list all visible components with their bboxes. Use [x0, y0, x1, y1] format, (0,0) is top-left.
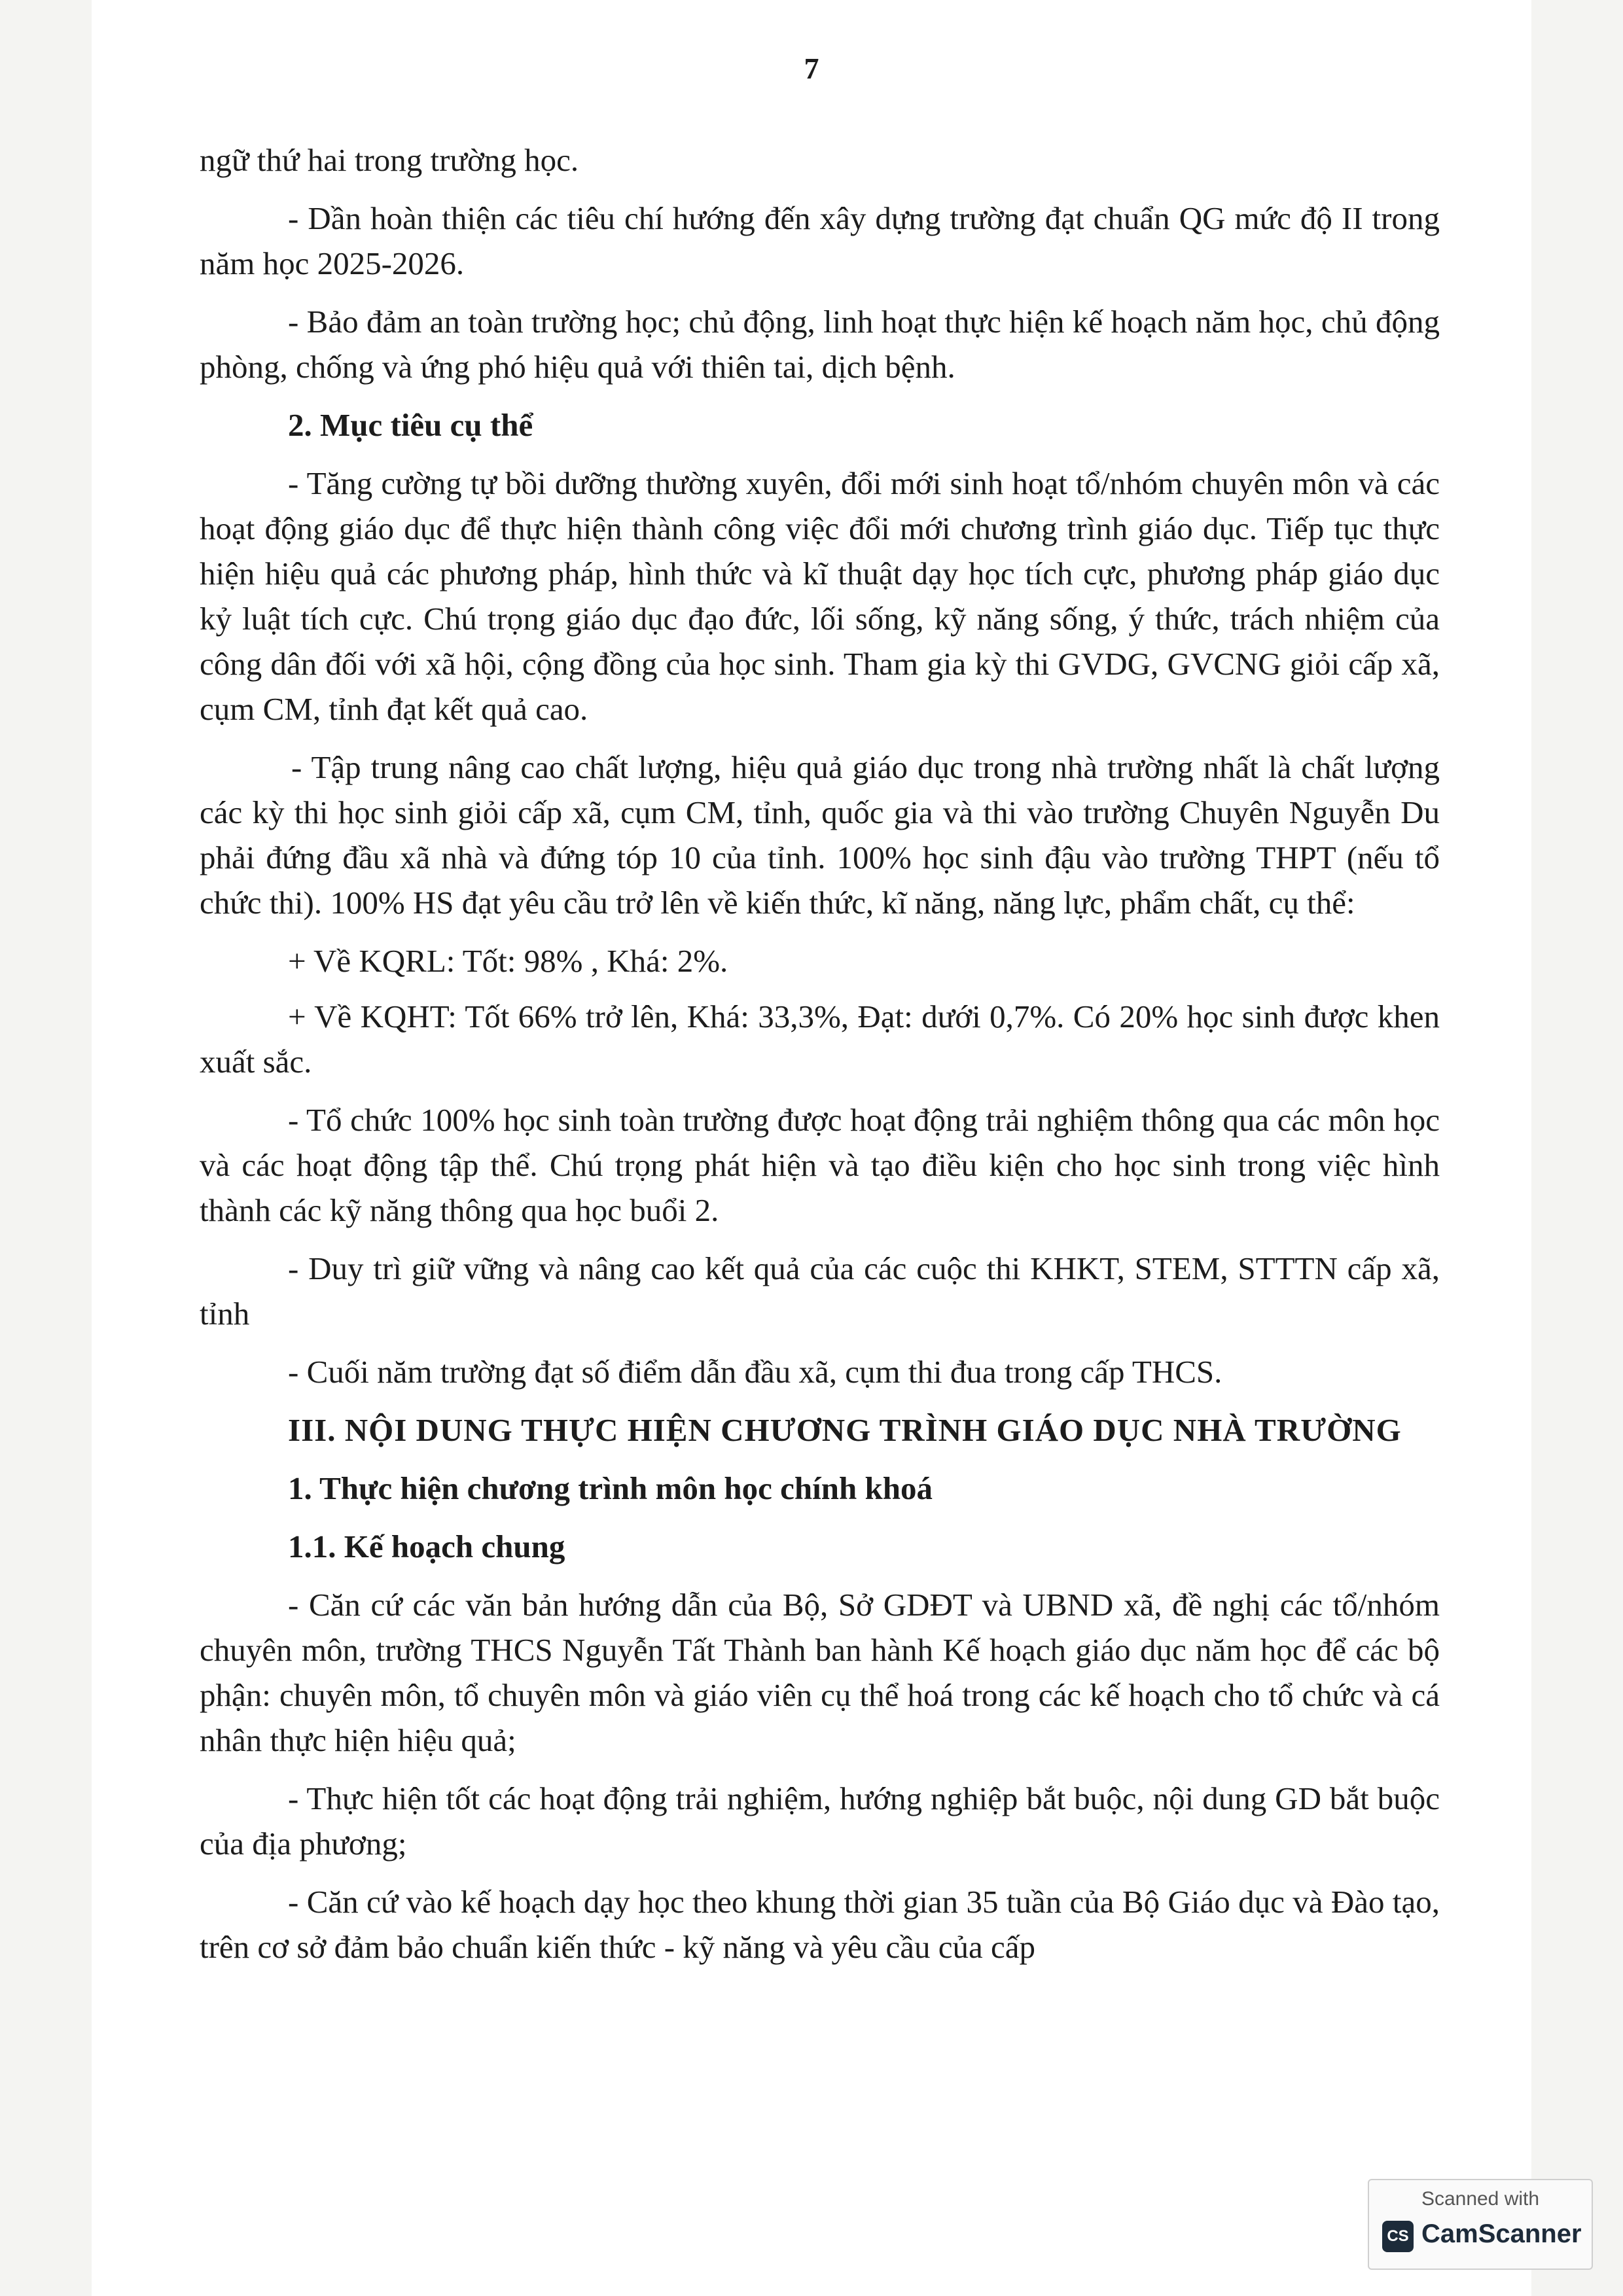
paragraph-education-quality: - Tập trung nâng cao chất lượng, hiệu quả giáo dục trong nhà trường nhất là chất lượng các kỳ thi học sinh giỏi cấp xã, cụm CM, tỉnh, quốc gia và thi vào trường Chuyên Nguyễn Du phải đứng đầu xã nhà và đứng tóp 10 của tỉnh. 100% học sinh đậu vào trường THPT (nếu tổ chức thi). 100% HS đạt yêu cầu trở lên về kiến thức, kĩ năng, năng lực, phẩm chất, cụ thể: — [200, 749, 1440, 921]
badge-caption: Scanned with — [1421, 2188, 1540, 2210]
paragraph-guidance-documents: - Căn cứ các văn bản hướng dẫn của Bộ, Sở GDĐT và UBND xã, đề nghị các tổ/nhóm chuyên môn, trường THCS Nguyễn Tất Thành ban hành Kế hoạch giáo dục năm học để các bộ phận: chuyên môn, tổ chuyên môn và giáo viên cụ thể hoá trong các kế hoạch cho tổ chức và cá nhân thực hiện hiệu quả; — [200, 1587, 1440, 1758]
paragraph-competitions: - Duy trì giữ vững và nâng cao kết quả của các cuộc thi KHKT, STEM, STTTN cấp xã, tỉnh — [200, 1250, 1440, 1332]
section-heading-general-plan: 1.1. Kế hoạch chung — [288, 1528, 565, 1564]
paragraph-continuation: ngữ thứ hai trong trường học. — [200, 142, 579, 178]
paragraph-school-safety: - Bảo đảm an toàn trường học; chủ động, linh hoạt thực hiện kế hoạch năm học, chủ động phòng, chống và ứng phó hiệu quả với thiên tai, dịch bệnh. — [200, 304, 1440, 385]
paragraph-year-end-ranking: - Cuối năm trường đạt số điểm dẫn đầu xã, cụm thi đua trong cấp THCS. — [288, 1354, 1222, 1390]
paragraph-kqht: + Về KQHT: Tốt 66% trở lên, Khá: 33,3%, Đạt: dưới 0,7%. Có 20% học sinh được khen xuất sắc. — [200, 998, 1440, 1080]
document-body — [200, 137, 1440, 1983]
section-heading-curriculum-content: III. NỘI DUNG THỰC HIỆN CHƯƠNG TRÌNH GIÁO DỤC NHÀ TRƯỜNG — [288, 1412, 1402, 1448]
paragraph-goal-standard: - Dần hoàn thiện các tiêu chí hướng đến xây dựng trường đạt chuẩn QG mức độ II trong năm học 2025-2026. — [200, 200, 1440, 281]
paragraph-kqrl: + Về KQRL: Tốt: 98% , Khá: 2%. — [288, 943, 728, 979]
page-number: 7 — [804, 52, 819, 85]
paragraph-professional-development: - Tăng cường tự bồi dưỡng thường xuyên, đổi mới sinh hoạt tổ/nhóm chuyên môn và các hoạt động giáo dục để thực hiện thành công việc đổi mới chương trình giáo dục. Tiếp tục thực hiện hiệu quả các phương pháp, hình thức và kĩ thuật dạy học tích cực, phương pháp giáo dục kỷ luật tích cực. Chú trọng giáo dục đạo đức, lối sống, kỹ năng sống, ý thức, trách nhiệm của công dân đối với xã hội, cộng đồng của học sinh. Tham gia kỳ thi GVDG, GVCNG giỏi cấp xã, cụm CM, tỉnh đạt kết quả cao. — [200, 465, 1440, 727]
paragraph-mandatory-activities: - Thực hiện tốt các hoạt động trải nghiệm, hướng nghiệp bắt buộc, nội dung GD bắt buộc của địa phương; — [200, 1780, 1440, 1862]
section-heading-specific-goals: 2. Mục tiêu cụ thể — [288, 407, 533, 443]
badge-brand-name: CamScanner — [1421, 2219, 1582, 2248]
camscanner-badge — [1368, 2179, 1593, 2270]
section-heading-main-subjects: 1. Thực hiện chương trình môn học chính khoá — [288, 1470, 933, 1506]
camscanner-logo-icon: CS — [1382, 2221, 1414, 2252]
paragraph-experiential-activities: - Tổ chức 100% học sinh toàn trường được hoạt động trải nghiệm thông qua các môn học và các hoạt động tập thể. Chú trọng phát hiện và tạo điều kiện cho học sinh trong việc hình thành các kỹ năng thông qua học buổi 2. — [200, 1102, 1440, 1228]
paragraph-35-week-plan: - Căn cứ vào kế hoạch dạy học theo khung thời gian 35 tuần của Bộ Giáo dục và Đào tạo, trên cơ sở đảm bảo chuẩn kiến thức - kỹ năng và yêu cầu của cấp — [200, 1884, 1440, 1965]
